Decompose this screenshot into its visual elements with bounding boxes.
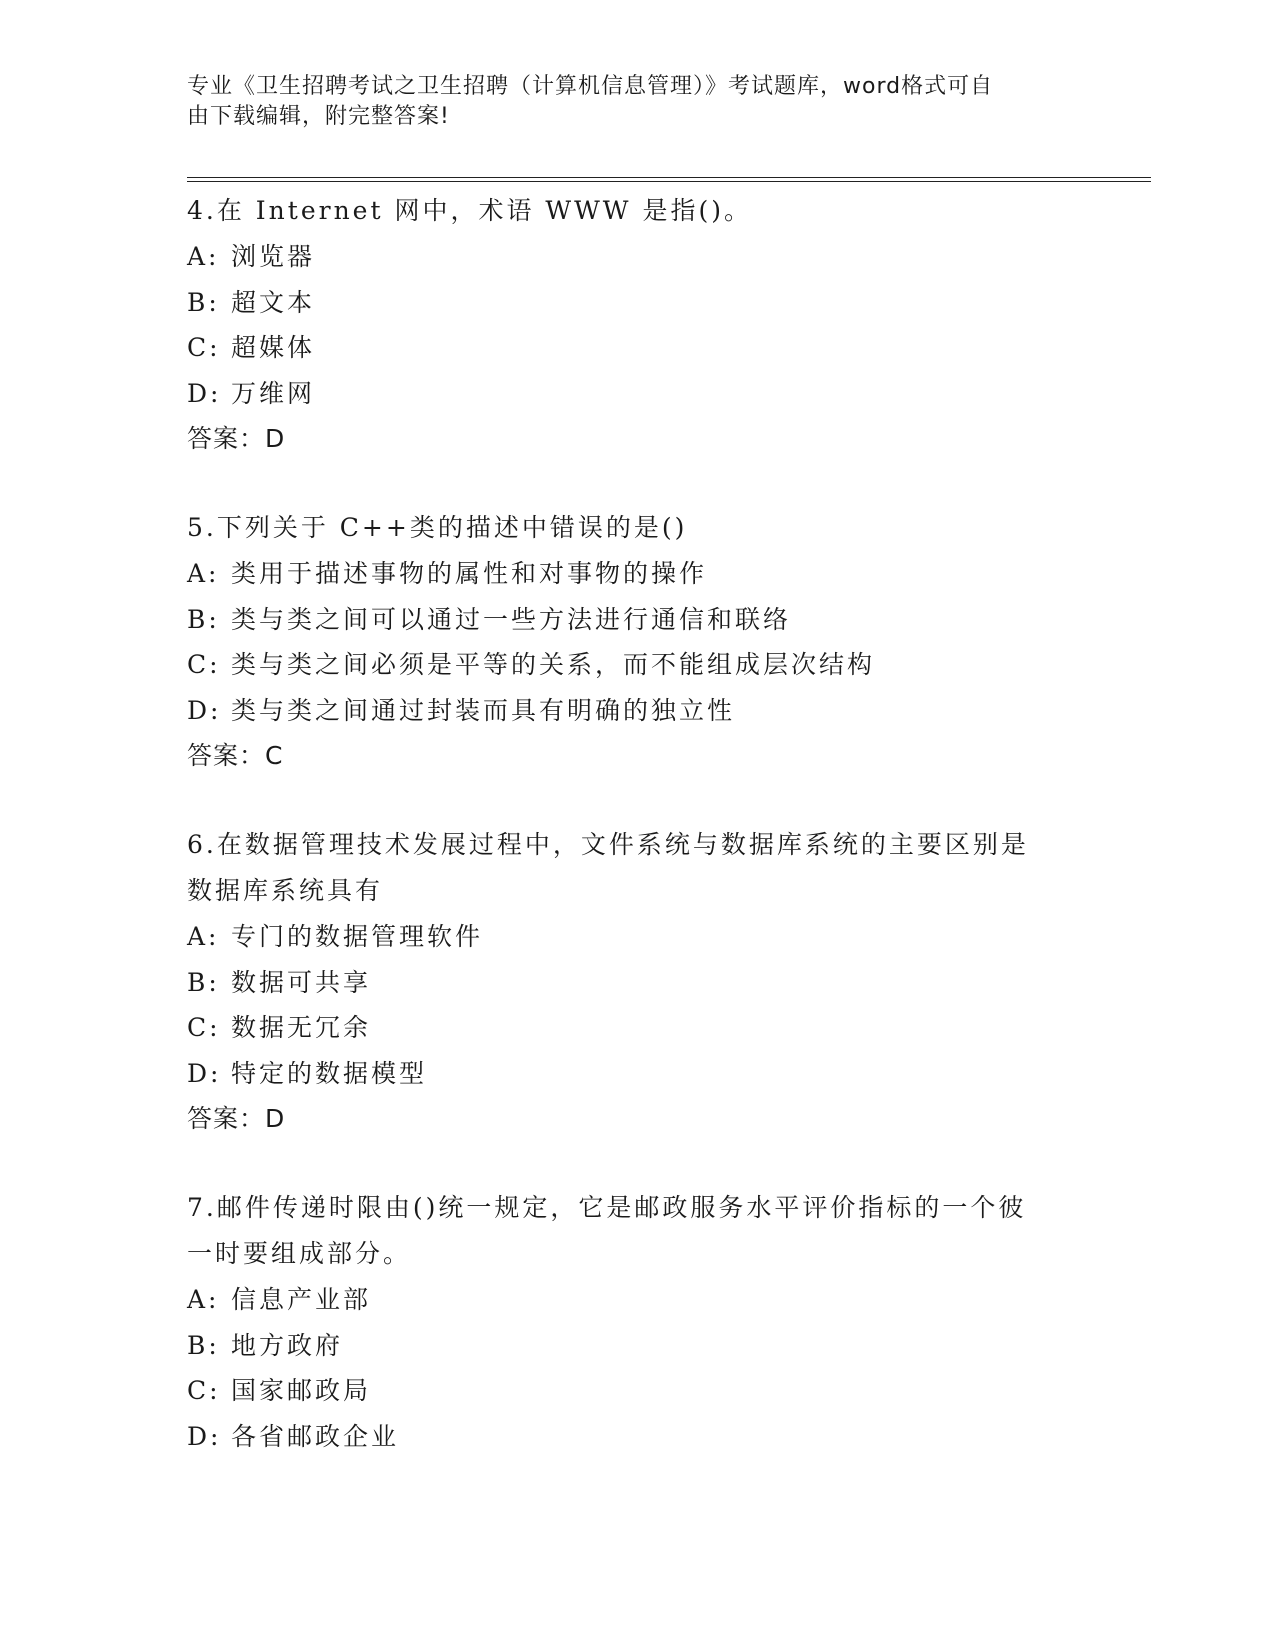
question-block [187,1185,1087,1459]
question-text: 4.在 Internet 网中，术语 WWW 是指()。 [187,196,752,225]
option-text: 万维网 [231,378,316,408]
option-text: 数据可共享 [231,967,372,997]
option-letter: A: [187,242,220,271]
question-text: 数据库系统具有 [187,876,384,905]
question-text: 一时要组成部分。 [187,1239,412,1268]
answer-option [187,597,1087,643]
option-letter: D: [187,1058,222,1088]
option-letter: D: [187,378,222,408]
answer-option [187,1051,1087,1097]
question-text: 7.邮件传递时限由()统一规定，它是邮政服务水平评价指标的一个彼 [187,1193,1027,1222]
header-line-1: 专业《卫生招聘考试之卫生招聘（计算机信息管理）》考试题库，word格式可自 [187,74,994,99]
answer-option [187,551,1087,597]
option-letter: C: [187,1013,221,1042]
answer-key: 答案：D [187,1104,286,1133]
option-text: 类与类之间可以通过一些方法进行通信和联络 [231,604,792,634]
option-letter: A: [187,1285,220,1314]
option-text: 国家邮政局 [231,1376,372,1405]
answer-key: 答案：D [187,424,286,453]
answer-key: 答案：C [187,741,284,770]
option-letter: C: [187,1376,221,1405]
question-list [187,188,1087,1502]
option-letter: B: [187,1330,220,1360]
answer-option [187,325,1087,371]
answer-option [187,1005,1087,1051]
question-text: 6.在数据管理技术发展过程中，文件系统与数据库系统的主要区别是 [187,830,1029,859]
question-block [187,505,1087,779]
answer-option [187,1414,1087,1460]
question-block [187,822,1087,1142]
question-text: 5.下列关于 C++类的描述中错误的是() [187,513,688,542]
option-letter: D: [187,695,222,725]
option-letter: A: [187,922,220,951]
option-text: 浏览器 [231,242,316,271]
answer-option [187,642,1087,688]
header-rule-top [187,177,1151,178]
option-letter: D: [187,1421,222,1451]
header-line-2: 由下载编辑，附完整答案! [187,104,450,129]
answer-option [187,1323,1087,1369]
option-text: 特定的数据模型 [231,1058,428,1088]
option-text: 地方政府 [231,1330,344,1360]
answer-option [187,234,1087,280]
question-block [187,188,1087,462]
answer-option [187,280,1087,326]
option-letter: C: [187,333,221,362]
answer-option [187,688,1087,734]
option-text: 超媒体 [231,333,316,362]
option-text: 类用于描述事物的属性和对事物的操作 [231,559,708,588]
answer-option [187,1277,1087,1323]
answer-option [187,914,1087,960]
option-text: 信息产业部 [231,1285,372,1314]
option-text: 各省邮政企业 [231,1421,400,1451]
option-text: 超文本 [231,287,316,317]
option-letter: A: [187,559,220,588]
option-letter: B: [187,604,220,634]
option-text: 类与类之间必须是平等的关系，而不能组成层次结构 [231,650,876,679]
option-text: 类与类之间通过封装而具有明确的独立性 [231,695,736,725]
option-text: 专门的数据管理软件 [231,922,484,951]
answer-option [187,371,1087,417]
option-letter: B: [187,967,220,997]
answer-option [187,1368,1087,1414]
option-text: 数据无冗余 [231,1013,372,1042]
option-letter: B: [187,287,220,317]
document-header [187,72,1067,132]
option-letter: C: [187,650,221,679]
header-rule-bottom [187,181,1151,182]
answer-option [187,960,1087,1006]
